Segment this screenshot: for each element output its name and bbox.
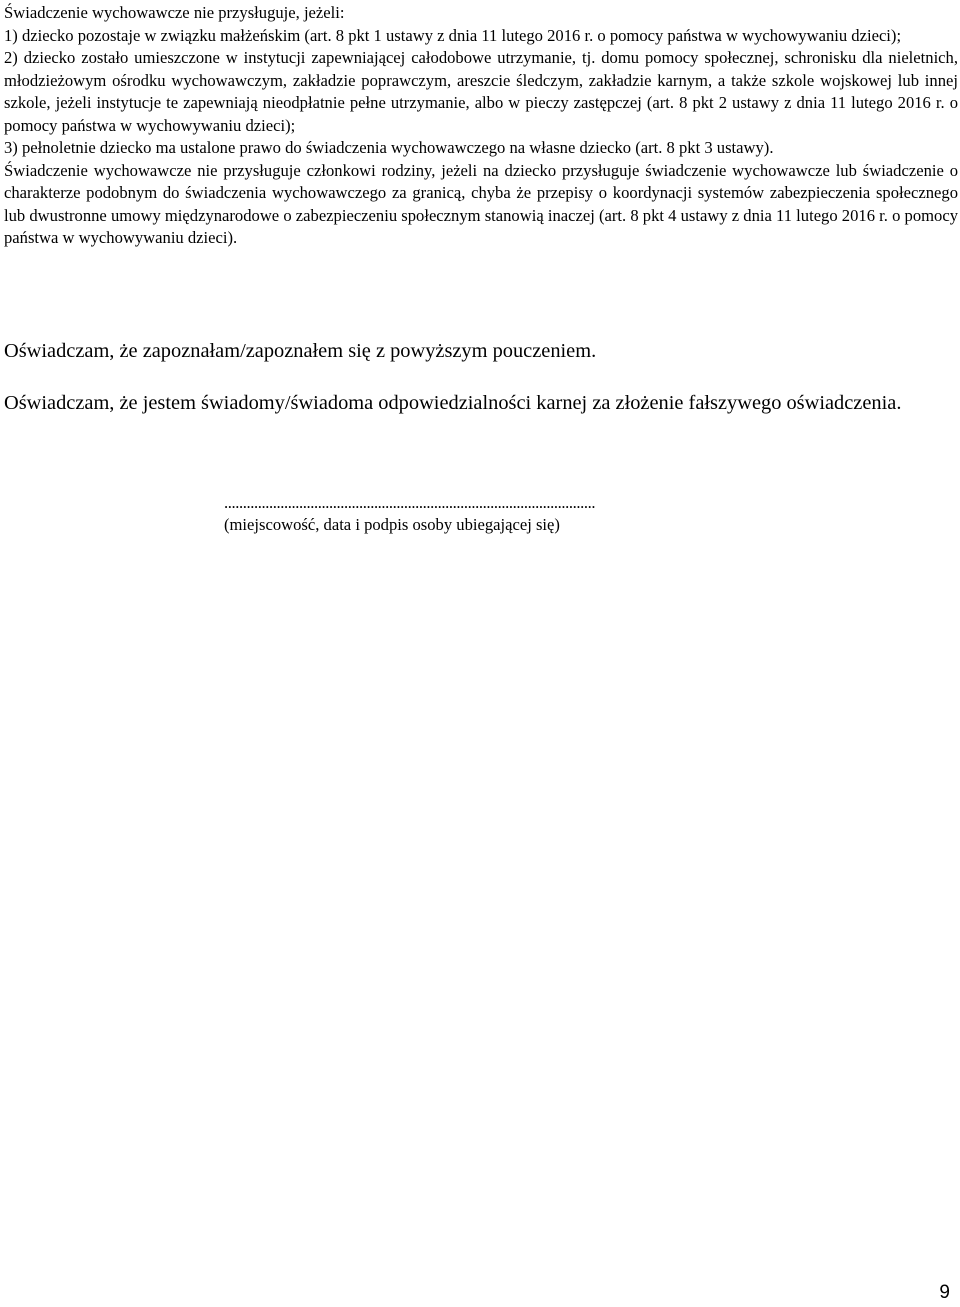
- signature-line: ...................................................................................................: [224, 493, 596, 512]
- document-page: [4, 0, 958, 250]
- liability-statement: Oświadczam, że jestem świadomy/świadoma odpowiedzialności karnej za złożenie fałszywego oświadczenia.: [4, 392, 902, 414]
- notice-item-1: 1) dziecko pozostaje w związku małżeńskim (art. 8 pkt 1 ustawy z dnia 11 lutego 2016 r. o pomocy państwa w wychowywaniu dzieci);: [4, 25, 902, 45]
- signature-caption: (miejscowość, data i podpis osoby ubiegającej się): [224, 515, 560, 534]
- notice-heading: Świadczenie wychowawcze nie przysługuje, jeżeli:: [4, 3, 345, 22]
- statements-section: [4, 338, 958, 417]
- page-number: 9: [939, 1282, 950, 1303]
- notice-section: [4, 0, 958, 250]
- notice-item-3: 3) pełnoletnie dziecko ma ustalone prawo do świadczenia wychowawczego na własne dziecko (art. 8 pkt 3 ustawy).: [4, 138, 774, 157]
- family-member-paragraph: Świadczenie wychowawcze nie przysługuje członkowi rodziny, jeżeli na dziecko przysługuje świadczenie wychowawcze lub świadczenie o charakterze podobnym do świadczenia wychowawczego za granicą, chyba że przepisy o koordynacji systemów zabezpieczenia społecznego lub dwustronne umowy międzynarodowe o zabezpieczeniu społecznym stanowią inaczej (art. 8 pkt 4 ustawy z dnia 11 lutego 2016 r. o pomocy państwa w wychowywaniu dzieci).: [4, 160, 958, 247]
- signature-block: [224, 492, 754, 536]
- notice-item-2: 2) dziecko zostało umieszczone w instytucji zapewniającej całodobowe utrzymanie, tj. domu pomocy społecznej, schronisku dla nieletnich, młodzieżowym ośrodku wychowawczym, zakładzie poprawczym, areszcie śledczym, zakładzie karnym, a także szkole wojskowej lub innej szkole, jeżeli instytucje te zapewniają nieodpłatnie pełne utrzymanie, albo w pieczy zastępczej (art. 8 pkt 2 ustawy z dnia 11 lutego 2016 r. o pomocy państwa w wychowywaniu dzieci);: [4, 48, 958, 135]
- acknowledgement-statement: Oświadczam, że zapoznałam/zapoznałem się z powyższym pouczeniem.: [4, 340, 597, 362]
